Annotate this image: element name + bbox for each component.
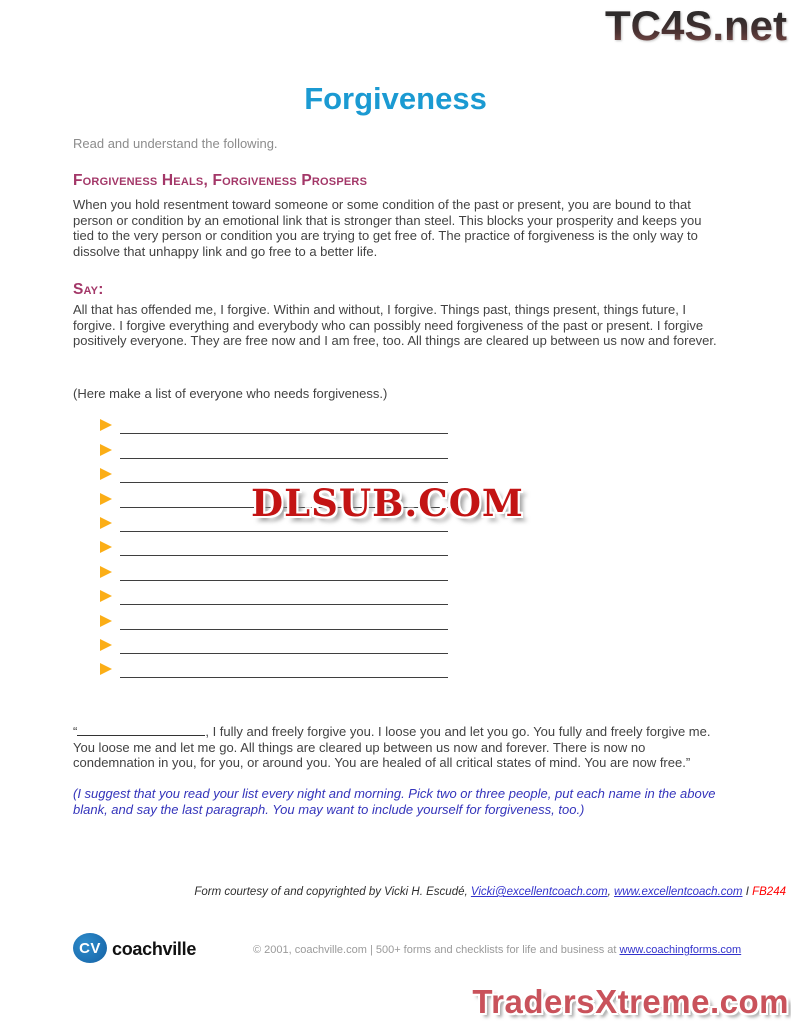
dlsub-watermark: DLSUB.COM	[251, 481, 524, 525]
website-link[interactable]: www.excellentcoach.com	[614, 886, 743, 898]
section1-body: When you hold resentment toward someone or some condition of the past or present, you are bound to that person or condition by an emotional link that is stronger than steel. This blocks your prosperity and keeps you tied to the very person or condition you are trying to get free of. The practice of forgiveness is the only way to dissolve that unhappy link and go free to a better life.	[73, 197, 702, 259]
section2-body: All that has offended me, I forgive. Within and without, I forgive. Things past, things present, things future, I forgive. I forgive everything and everybody who can possibly need forgiveness of the past or present. I forgive positively everyone. They are free now and I am free, too. All things are cleared up between us now and forever.	[73, 302, 717, 349]
list-item	[100, 534, 448, 558]
email-link[interactable]: Vicki@excellentcoach.com	[470, 886, 608, 898]
quote-open-mark: “	[73, 724, 78, 739]
list-item	[100, 412, 448, 436]
arrow-bullet-icon	[100, 639, 112, 651]
blank-write-line	[120, 653, 448, 654]
arrow-bullet-icon	[100, 517, 112, 529]
arrow-bullet-icon	[100, 468, 112, 480]
form-code: FB244	[752, 886, 786, 898]
credit-sep2: I	[742, 886, 753, 898]
footer-copyright	[253, 944, 741, 956]
list-item	[100, 436, 448, 460]
blank-write-line	[120, 677, 448, 678]
list-item	[100, 607, 448, 631]
blank-write-line	[120, 531, 448, 532]
arrow-bullet-icon	[100, 590, 112, 602]
arrow-bullet-icon	[100, 493, 112, 505]
blank-write-line	[120, 433, 448, 434]
section2-heading: Say:	[73, 281, 104, 298]
blank-write-line	[120, 580, 448, 581]
credit-sep1: ,	[607, 886, 615, 898]
copyright-text: © 2001, coachville.com | 500+ forms and checklists for life and business at	[253, 944, 620, 956]
credit-line	[194, 886, 786, 898]
arrow-bullet-icon	[100, 419, 112, 431]
list-prompt: (Here make a list of everyone who needs forgiveness.)	[73, 386, 388, 401]
coachville-logo-initials: CV	[79, 939, 101, 957]
section1-heading: Forgiveness Heals, Forgiveness Prospers	[73, 172, 368, 189]
list-item	[100, 583, 448, 607]
quote-text: , I fully and freely forgive you. I loose you and let you go. You fully and freely forgive me. You loose me and let me go. All things are cleared up between us now and forever. There is now no condemnation in you, for you, or around you. You are healed of all critical states of mind. You are now free.”	[73, 724, 711, 771]
blank-write-line	[120, 458, 448, 459]
coachingforms-link[interactable]: www.coachingforms.com	[619, 944, 742, 956]
blank-write-line	[120, 604, 448, 605]
list-item	[100, 632, 448, 656]
arrow-bullet-icon	[100, 541, 112, 553]
name-blank-line	[77, 724, 205, 736]
forgiveness-list	[100, 412, 448, 680]
arrow-bullet-icon	[100, 566, 112, 578]
arrow-bullet-icon	[100, 444, 112, 456]
instruction-text: Read and understand the following.	[73, 136, 278, 151]
tc4s-watermark: TC4S.net	[604, 2, 787, 49]
suggestion-note: (I suggest that you read your list every night and morning. Pick two or three people, put each name in the above blank, and say the last paragraph. You may want to include yourself for forgiveness, too.)	[73, 786, 716, 817]
list-item	[100, 656, 448, 680]
list-item	[100, 558, 448, 582]
coachville-logo-icon	[73, 933, 107, 963]
arrow-bullet-icon	[100, 615, 112, 627]
forgiveness-quote	[73, 724, 723, 771]
page-title: Forgiveness	[304, 81, 487, 116]
credit-prefix: Form courtesy of and copyrighted by Vicki H. Escudé,	[194, 886, 471, 898]
blank-write-line	[120, 555, 448, 556]
tradersxtreme-watermark: TradersXtreme.com	[472, 983, 789, 1020]
arrow-bullet-icon	[100, 663, 112, 675]
blank-write-line	[120, 629, 448, 630]
coachville-logo-name: coachville	[112, 939, 197, 959]
